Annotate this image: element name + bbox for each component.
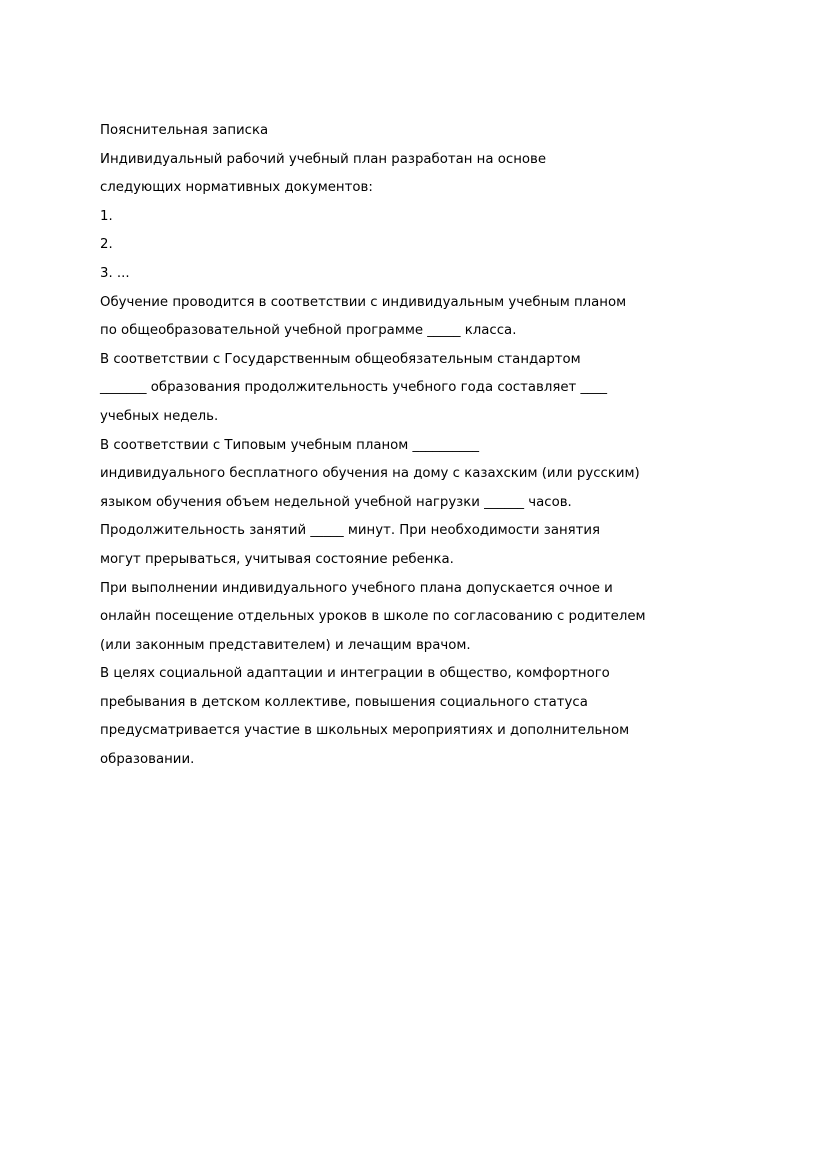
paragraph-line: пребывания в детском коллективе, повышения социального статуса	[100, 694, 588, 710]
paragraph-line: по общеобразовательной учебной программе _____ класса.	[100, 323, 517, 339]
paragraph-line: Продолжительность занятий _____ минут. При необходимости занятия	[100, 523, 601, 539]
document-title: Пояснительная записка	[100, 123, 269, 138]
paragraph-line: В соответствии с Государственным общеобязательным стандартом	[100, 351, 581, 367]
list-item: 3. ...	[100, 265, 130, 281]
paragraph-line: следующих нормативных документов:	[100, 180, 373, 196]
paragraph-line: онлайн посещение отдельных уроков в школе по согласованию с родителем	[100, 609, 646, 625]
paragraph-line: (или законным представителем) и лечащим врачом.	[100, 637, 471, 653]
paragraph-line: учебных недель.	[100, 408, 219, 424]
document-page	[100, 117, 740, 775]
paragraph-line: _______ образования продолжительность учебного года составляет ____	[100, 380, 608, 396]
paragraph-line: Индивидуальный рабочий учебный план разработан на основе	[100, 151, 547, 167]
paragraph-line: При выполнении индивидуального учебного плана допускается очное и	[100, 580, 613, 596]
paragraph-line: Обучение проводится в соответствии с индивидуальным учебным планом	[100, 294, 627, 310]
paragraph-line: предусматривается участие в школьных мероприятиях и дополнительном	[100, 723, 630, 739]
paragraph-line: языком обучения объем недельной учебной нагрузки ______ часов.	[100, 494, 572, 510]
paragraph-line: образовании.	[100, 752, 195, 768]
paragraph-line: могут прерываться, учитывая состояние ребенка.	[100, 551, 454, 567]
paragraph-line: В целях социальной адаптации и интеграции в общество, комфортного	[100, 666, 610, 682]
list-item: 1.	[100, 208, 113, 224]
paragraph-line: В соответствии с Типовым учебным планом __________	[100, 437, 480, 453]
list-item: 2.	[100, 237, 113, 253]
paragraph-line: индивидуального бесплатного обучения на дому с казахским (или русским)	[100, 466, 640, 482]
